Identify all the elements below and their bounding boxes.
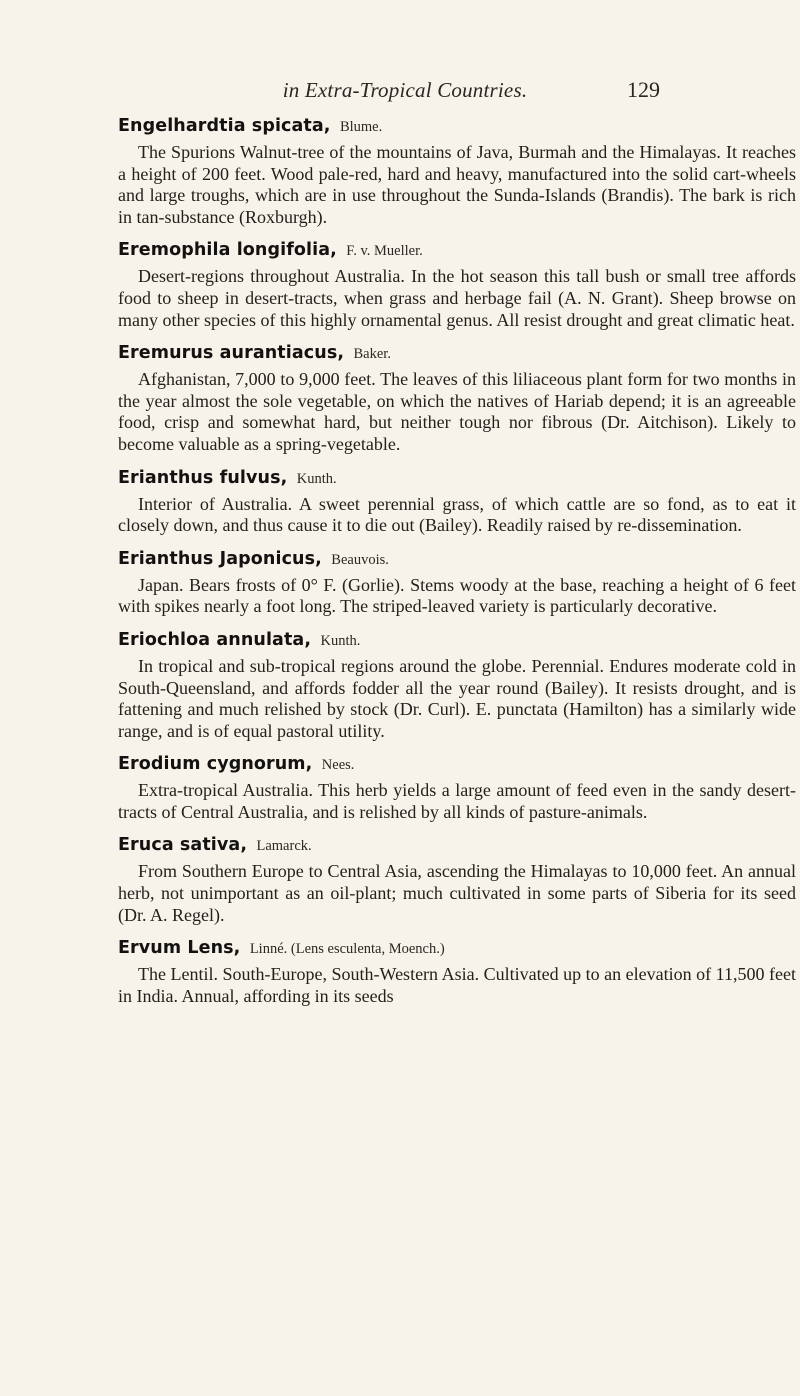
entry-eremophila xyxy=(118,240,796,331)
species-name: Engelhardtia spicata, xyxy=(118,116,331,136)
entry-erodium xyxy=(118,754,796,823)
entry-eremurus xyxy=(118,343,796,455)
entry-ervum xyxy=(118,938,796,1007)
species-author: F. v. Mueller. xyxy=(346,243,423,260)
species-author: Kunth. xyxy=(320,632,361,649)
entry-heading xyxy=(118,468,796,490)
species-author: Linné. (Lens esculenta, Moench.) xyxy=(249,941,445,958)
entry-heading xyxy=(118,549,796,571)
entry-heading xyxy=(118,116,796,138)
entry-description: Interior of Australia. A sweet perennial grass, of which cattle are so fond, as to eat it closely down, and thus cause it to die out (Bailey). Readily raised by re-dissemination. xyxy=(118,493,796,536)
entry-description: In tropical and sub-tropical regions around the globe. Perennial. Endures moderate cold in South-Queensland, and affords fodder all the year round (Bailey). It resists drought, and is fattening and much relished by stock (Dr. Curl). E. punctata (Hamilton) has a similarly wide range, and is of equal pastoral utility. xyxy=(118,655,796,741)
entry-engelhardtia xyxy=(118,116,796,228)
entry-heading xyxy=(118,240,796,262)
entry-erianthus-japonicus xyxy=(118,549,796,618)
entry-description: Extra-tropical Australia. This herb yields a large amount of feed even in the sandy desert-tracts of Central Australia, and is relished by all kinds of pasture-animals. xyxy=(118,780,796,822)
entry-description: From Southern Europe to Central Asia, ascending the Himalayas to 10,000 feet. An annual herb, not unimportant as an oil-plant; much cultivated in some parts of Siberia for its seed (Dr. A. Regel). xyxy=(118,861,796,925)
species-name: Eremurus aurantiacus, xyxy=(118,343,345,364)
page-number: 129 xyxy=(627,77,660,102)
entry-description: Desert-regions throughout Australia. In the hot season this tall bush or small tree affords food to sheep in desert-tracts, when grass and herbage fail (A. N. Grant). Sheep browse on many other species of this highly ornamental genus. All resist drought and great climatic heat. xyxy=(118,266,796,330)
entry-heading xyxy=(118,343,796,365)
entry-list xyxy=(118,116,796,1019)
entry-heading xyxy=(118,938,796,960)
species-author: Beauvois. xyxy=(331,551,389,568)
species-author: Kunth. xyxy=(296,470,337,487)
species-name: Eruca sativa, xyxy=(118,835,248,856)
entry-heading xyxy=(118,754,796,776)
entry-description: Afghanistan, 7,000 to 9,000 feet. The leaves of this liliaceous plant form for two months in the year almost the sole vegetable, on which the natives of Hariab depend; it is an agreeable food, crisp and somewhat hard, but neither tough nor fibrous (Dr. Aitchison). Likely to become valuable as a spring-vegetable. xyxy=(118,369,796,454)
species-author: Baker. xyxy=(353,346,391,363)
entry-eruca xyxy=(118,835,796,926)
species-author: Lamarck. xyxy=(256,838,312,855)
species-name: Eremophila longifolia, xyxy=(118,240,337,261)
entry-heading xyxy=(118,630,796,652)
entry-description: The Spurions Walnut-tree of the mountains of Java, Burmah and the Himalayas. It reaches a height of 200 feet. Wood pale-red, hard and heavy, manufactured into the solid cart-wheels and large troughs, which are in use throughout the Sunda-Islands (Brandis). The bark is rich in tan-substance (Roxburgh). xyxy=(118,142,796,227)
entry-description: The Lentil. South-Europe, South-Western Asia. Cultivated up to an elevation of 11,500 feet in India. Annual, affording in its seeds xyxy=(118,964,796,1006)
running-head xyxy=(0,78,800,106)
species-author: Blume. xyxy=(339,119,383,135)
species-author: Nees. xyxy=(321,757,355,774)
species-name: Eriochloa annulata, xyxy=(118,629,312,650)
entry-description: Japan. Bears frosts of 0° F. (Gorlie). Stems woody at the base, reaching a height of 6 feet with spikes nearly a foot long. The striped-leaved variety is particularly decorative. xyxy=(118,574,796,617)
running-title: in Extra-Tropical Countries. xyxy=(282,78,528,102)
species-name: Erianthus Japonicus, xyxy=(118,548,322,569)
entry-erianthus-fulvus xyxy=(118,468,796,537)
entry-heading xyxy=(118,835,796,857)
species-name: Erianthus fulvus, xyxy=(118,467,288,488)
entry-eriochloa xyxy=(118,630,796,742)
species-name: Erodium cygnorum, xyxy=(118,754,313,775)
species-name: Ervum Lens, xyxy=(118,938,241,959)
